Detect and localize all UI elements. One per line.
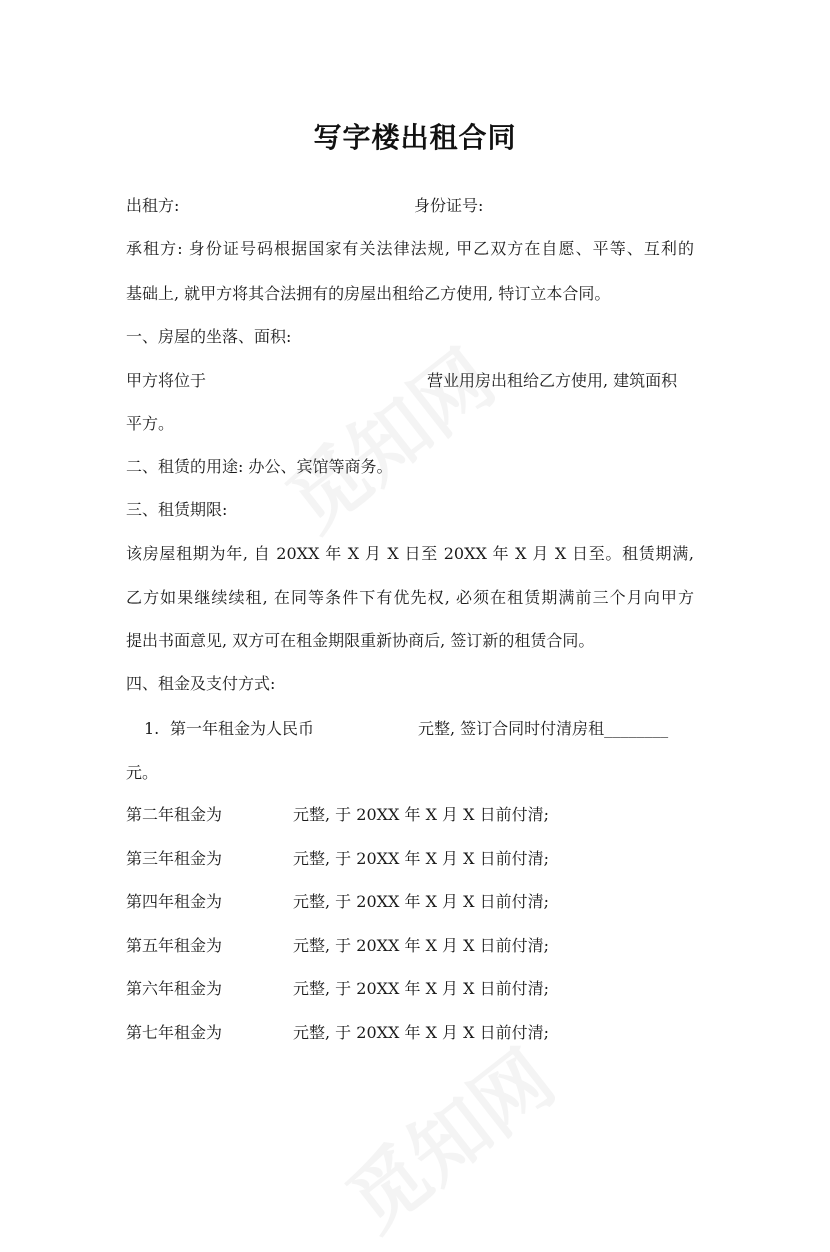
rent-row-text: 元整, 于 20XX 年 X 月 X 日前付清; (293, 1023, 550, 1042)
item-number: 1. (144, 719, 160, 738)
rent-row-text: 元整, 于 20XX 年 X 月 X 日前付清; (293, 849, 550, 868)
section-1-text-b: 营业用房出租给乙方使用, 建筑面积 (427, 371, 678, 390)
rent-row-text: 元整, 于 20XX 年 X 月 X 日前付清; (293, 979, 550, 998)
lessee-paragraph-line-1: 承租方: 身份证号码根据国家有关法律法规, 甲乙双方在自愿、平等、互利的 (126, 239, 694, 258)
rent-row-label: 第七年租金为 (126, 1023, 223, 1042)
rent-row-text: 元整, 于 20XX 年 X 月 X 日前付清; (293, 892, 550, 911)
rent-row-label: 第二年租金为 (126, 805, 223, 824)
lessor-label: 出租方: (126, 196, 180, 215)
lessee-paragraph-line-2: 基础上, 就甲方将其合法拥有的房屋出租给乙方使用, 特订立本合同。 (126, 284, 611, 303)
first-year-rent-label: 第一年租金为人民币 (170, 719, 315, 738)
section-4-heading: 四、租金及支付方式: (126, 674, 276, 693)
rent-row-text: 元整, 于 20XX 年 X 月 X 日前付清; (293, 805, 550, 824)
section-3-heading: 三、租赁期限: (126, 500, 228, 519)
section-1-text-c: 平方。 (126, 414, 175, 433)
section-3-line-2: 乙方如果继续续租, 在同等条件下有优先权, 必须在租赁期满前三个月向甲方 (126, 588, 694, 607)
rent-row-label: 第六年租金为 (126, 979, 223, 998)
rent-row-label: 第四年租金为 (126, 892, 223, 911)
document-title: 写字楼出租合同 (313, 121, 517, 154)
first-year-rent-unit: 元。 (126, 763, 159, 782)
section-3-line-3: 提出书面意见, 双方可在租金期限重新协商后, 签订新的租赁合同。 (126, 631, 595, 650)
watermark (260, 320, 513, 552)
id-number-label: 身份证号: (414, 196, 484, 215)
section-1-heading: 一、房屋的坐落、面积: (126, 327, 292, 346)
watermark-bottom (320, 1020, 573, 1252)
first-year-rent-text: 元整, 签订合同时付清房租________ (418, 719, 669, 738)
section-1-text-a: 甲方将位于 (126, 371, 207, 390)
section-3-line-1: 该房屋租期为年, 自 20XX 年 X 月 X 日至 20XX 年 X 月 X 日至。租赁期满, (126, 544, 694, 563)
rent-row-label: 第五年租金为 (126, 936, 223, 955)
section-2-heading: 二、租赁的用途: 办公、宾馆等商务。 (126, 457, 393, 476)
rent-row-label: 第三年租金为 (126, 849, 223, 868)
rent-row-text: 元整, 于 20XX 年 X 月 X 日前付清; (293, 936, 550, 955)
